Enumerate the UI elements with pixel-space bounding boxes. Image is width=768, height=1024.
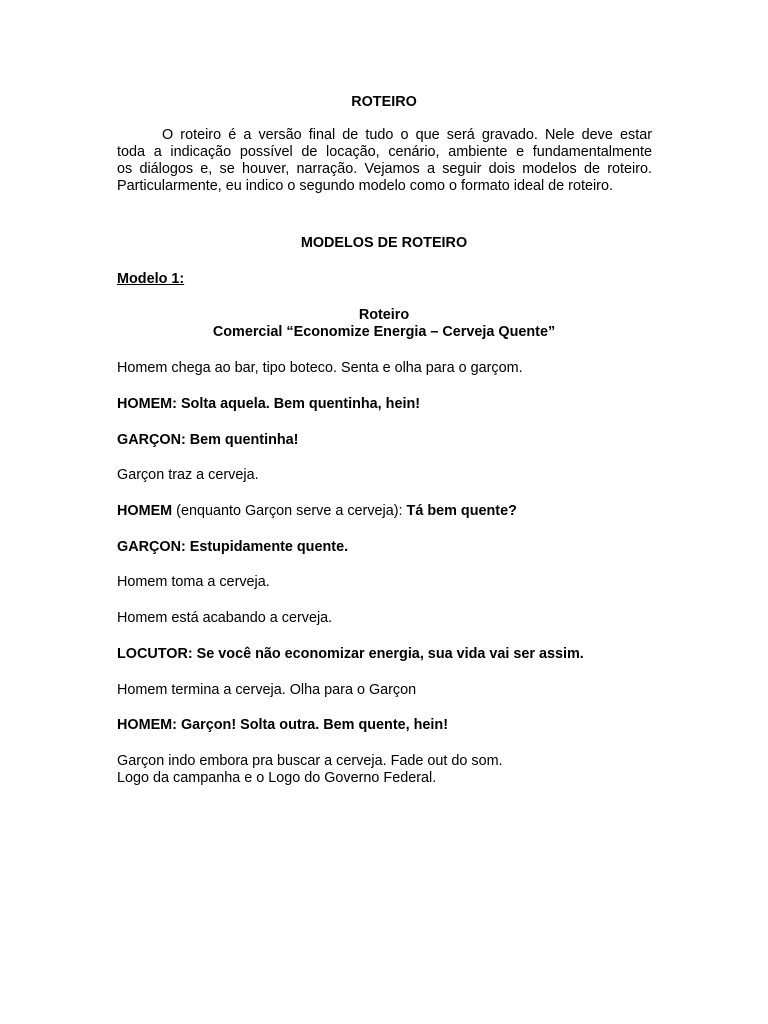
script-subtitle: Comercial “Economize Energia – Cerveja Quente” xyxy=(212,324,556,340)
action-line: Homem chega ao bar, tipo boteco. Senta e olha para o garçom. xyxy=(117,360,523,376)
section-heading: MODELOS DE ROTEIRO xyxy=(300,235,468,251)
speech-text: Tá bem quente? xyxy=(406,503,517,519)
dialog-line xyxy=(117,503,517,520)
dialog-line: LOCUTOR: Se você não economizar energia, sua vida vai ser assim. xyxy=(117,646,584,662)
action-line: Garçon traz a cerveja. xyxy=(117,467,259,483)
action-line: Homem está acabando a cerveja. xyxy=(117,610,333,626)
dialog-line: GARÇON: Bem quentinha! xyxy=(117,432,299,448)
intro-line: O roteiro é a versão final de tudo o que será gravado. Nele deve estar xyxy=(162,127,652,143)
stage-direction: (enquanto Garçon serve a cerveja): xyxy=(172,503,407,519)
intro-line: Particularmente, eu indico o segundo modelo como o formato ideal de roteiro. xyxy=(117,178,613,194)
dialog-line: HOMEM: Solta aquela. Bem quentinha, hein! xyxy=(117,396,421,412)
speaker-name: HOMEM xyxy=(117,503,173,519)
intro-line: toda a indicação possível de locação, cenário, ambiente e fundamentalmente xyxy=(117,144,652,160)
action-line: Homem toma a cerveja. xyxy=(117,574,270,590)
document-title: ROTEIRO xyxy=(351,94,417,110)
intro-paragraph xyxy=(117,127,652,195)
dialog-line: GARÇON: Estupidamente quente. xyxy=(117,539,349,555)
dialog-line: HOMEM: Garçon! Solta outra. Bem quente, hein! xyxy=(117,717,449,733)
script-title: Roteiro xyxy=(358,307,410,323)
action-line: Garçon indo embora pra buscar a cerveja. Fade out do som. xyxy=(117,753,503,769)
model-label: Modelo 1: xyxy=(117,271,185,287)
intro-line: os diálogos e, se houver, narração. Vejamos a seguir dois modelos de roteiro. xyxy=(117,161,652,177)
action-line: Logo da campanha e o Logo do Governo Federal. xyxy=(117,770,437,786)
action-line: Homem termina a cerveja. Olha para o Garçon xyxy=(117,682,417,698)
